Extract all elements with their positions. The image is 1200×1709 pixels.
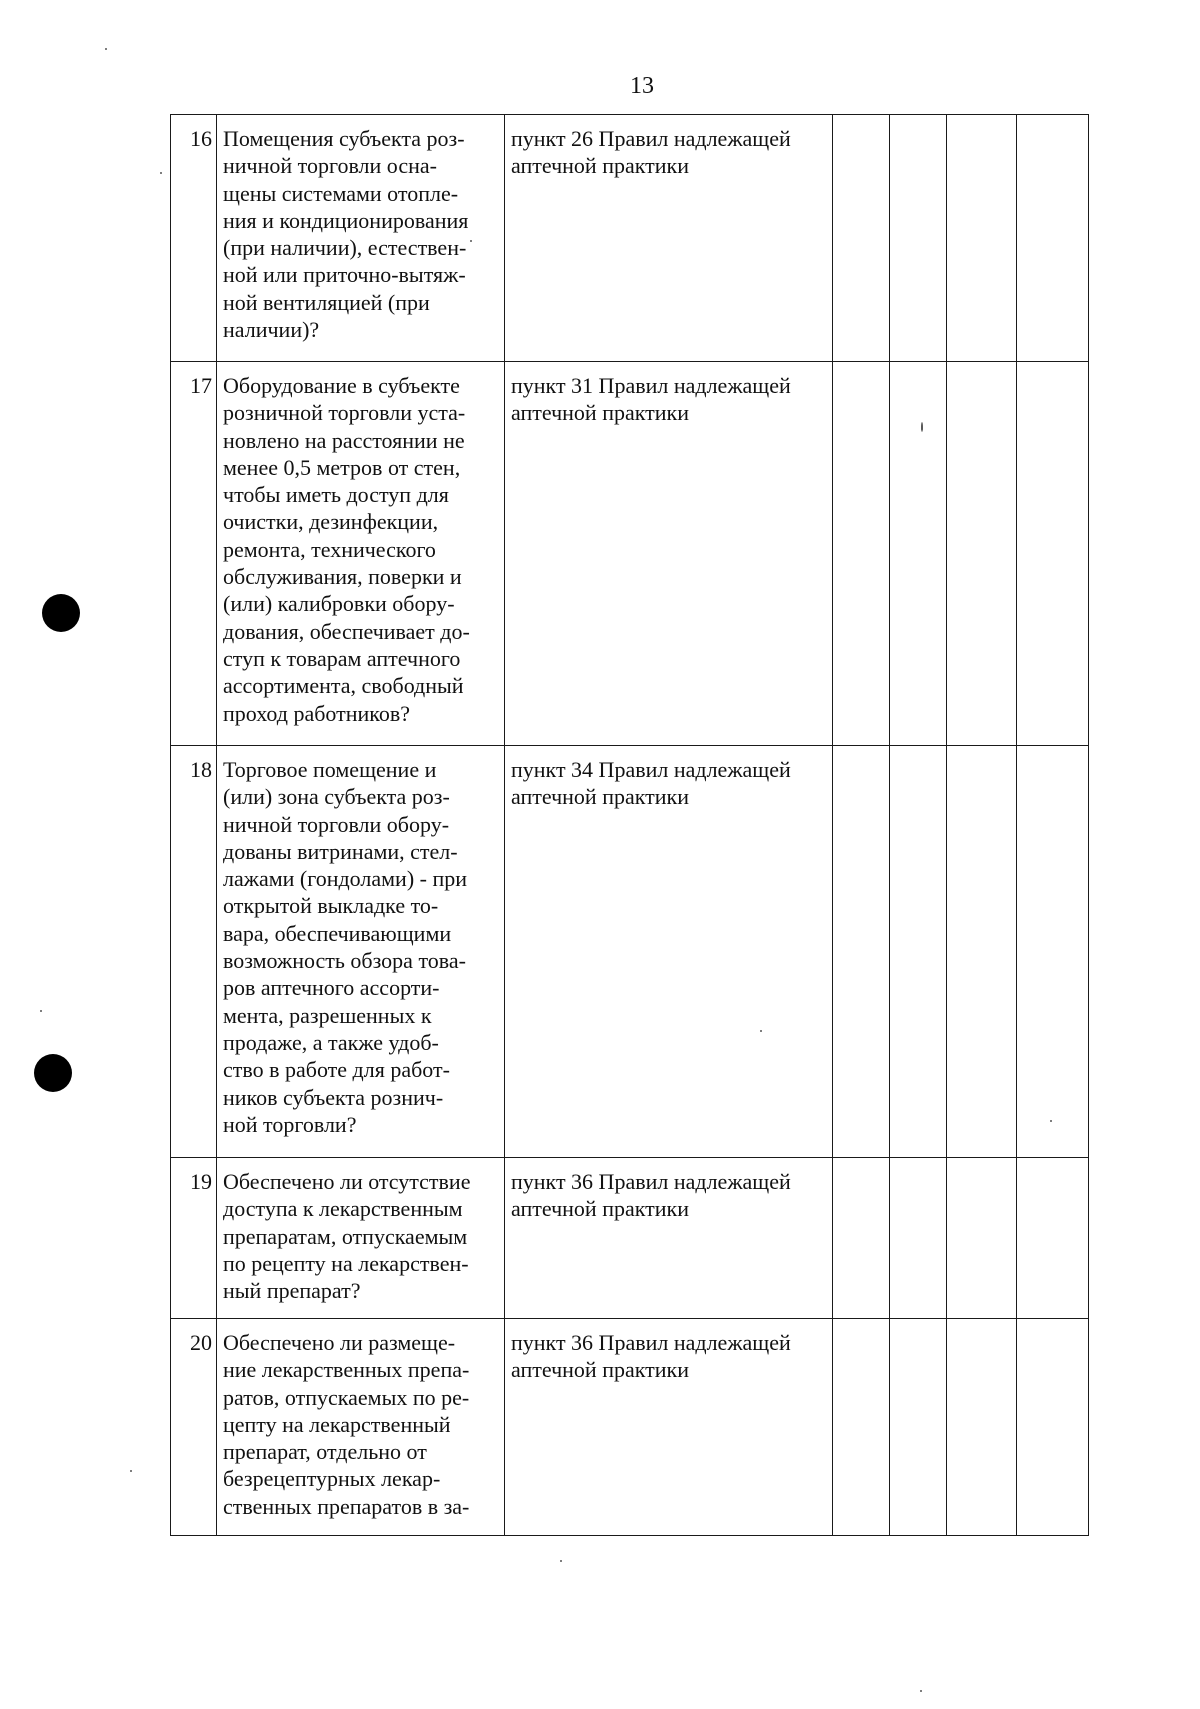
scan-speck (130, 1470, 132, 1472)
reference-cell (505, 1158, 833, 1319)
answer-cell-na[interactable] (947, 746, 1017, 1158)
question-line: доступа к лекарственным (223, 1196, 463, 1222)
question-line: ассортимента, свободный (223, 673, 464, 699)
answer-cell-yes[interactable] (833, 1319, 890, 1536)
scan-speck (560, 1560, 562, 1562)
scan-speck (105, 48, 107, 50)
question-line: мента, разрешенных к (223, 1002, 432, 1028)
reference-line: аптечной практики (511, 1196, 689, 1222)
notes-cell[interactable] (1017, 746, 1089, 1158)
row-number: 18 (171, 746, 217, 1158)
question-line: ния и кондиционирования (223, 207, 469, 233)
question-line: очистки, дезинфекции, (223, 509, 439, 535)
question-line: проход работников? (223, 700, 410, 726)
question-line: открытой выкладке то- (223, 893, 439, 919)
question-line: ственных препаратов в за- (223, 1493, 470, 1519)
answer-cell-yes[interactable] (833, 362, 890, 746)
question-line: продаже, а также удоб- (223, 1029, 439, 1055)
question-line: ной вентиляцией (при (223, 289, 430, 315)
scan-speck (1050, 1120, 1052, 1122)
answer-cell-no[interactable] (890, 746, 947, 1158)
notes-cell[interactable] (1017, 115, 1089, 362)
question-line: ничной торговли обору- (223, 811, 450, 837)
question-line: ступ к товарам аптечного (223, 645, 461, 671)
question-cell (217, 115, 505, 362)
reference-line: пункт 26 Правил надлежащей (511, 126, 791, 151)
row-number: 20 (171, 1319, 217, 1536)
notes-cell[interactable] (1017, 1319, 1089, 1536)
checklist-table (170, 114, 1089, 1536)
reference-line: пункт 36 Правил надлежащей (511, 1169, 791, 1194)
question-line: менее 0,5 метров от стен, (223, 454, 461, 480)
question-line: новлено на расстоянии не (223, 427, 465, 453)
question-line: ров аптечного ассорти- (223, 975, 440, 1001)
question-line: препаратам, отпускаемым (223, 1223, 468, 1249)
question-line: обслуживания, поверки и (223, 564, 462, 590)
question-line: Обеспечено ли отсутствие (223, 1169, 471, 1194)
answer-cell-na[interactable] (947, 115, 1017, 362)
reference-line: пункт 34 Правил надлежащей (511, 757, 791, 782)
question-line: розничной торговли уста- (223, 400, 466, 426)
scan-speck (470, 240, 472, 242)
question-line: вара, обеспечивающими (223, 920, 452, 946)
question-line: (или) калибровки обору- (223, 591, 455, 617)
question-line: ничной торговли осна- (223, 153, 437, 179)
question-line: ников субъекта рознич- (223, 1084, 444, 1110)
answer-cell-na[interactable] (947, 1319, 1017, 1536)
punch-hole-mark (34, 1054, 72, 1092)
question-line: дованы витринами, стел- (223, 838, 458, 864)
question-cell (217, 362, 505, 746)
question-line: ство в работе для работ- (223, 1057, 450, 1083)
table-row (171, 1158, 1089, 1319)
notes-cell[interactable] (1017, 1158, 1089, 1319)
row-number: 19 (171, 1158, 217, 1319)
answer-cell-no[interactable] (890, 362, 947, 746)
question-line: чтобы иметь доступ для (223, 482, 449, 508)
question-cell (217, 1158, 505, 1319)
reference-line: аптечной практики (511, 153, 689, 179)
reference-cell (505, 746, 833, 1158)
question-line: Оборудование в субъекте (223, 373, 460, 398)
reference-line: аптечной практики (511, 400, 689, 426)
question-line: возможность обзора това- (223, 948, 466, 974)
question-line: ной торговли? (223, 1111, 357, 1137)
scan-speck (920, 1690, 922, 1692)
reference-cell (505, 1319, 833, 1536)
punch-hole-mark (42, 594, 80, 632)
notes-cell[interactable] (1017, 362, 1089, 746)
scan-speck (760, 1030, 762, 1032)
scan-speck (921, 422, 923, 432)
reference-cell (505, 115, 833, 362)
answer-cell-yes[interactable] (833, 1158, 890, 1319)
answer-cell-yes[interactable] (833, 746, 890, 1158)
question-line: лажами (гондолами) - при (223, 866, 468, 892)
question-line: безрецептурных лекар- (223, 1466, 441, 1492)
question-line: Торговое помещение и (223, 757, 437, 782)
question-line: ный препарат? (223, 1278, 361, 1304)
answer-cell-no[interactable] (890, 1158, 947, 1319)
answer-cell-no[interactable] (890, 115, 947, 362)
question-cell (217, 1319, 505, 1536)
question-line: цепту на лекарственный (223, 1411, 451, 1437)
table-row (171, 362, 1089, 746)
question-line: дования, обеспечивает до- (223, 618, 470, 644)
question-line: наличии)? (223, 317, 320, 343)
answer-cell-yes[interactable] (833, 115, 890, 362)
reference-line: аптечной практики (511, 1357, 689, 1383)
row-number: 16 (171, 115, 217, 362)
page-number: 13 (630, 73, 654, 99)
question-line: ремонта, технического (223, 536, 436, 562)
reference-line: пункт 36 Правил надлежащей (511, 1330, 791, 1355)
reference-line: аптечной практики (511, 784, 689, 810)
question-line: ратов, отпускаемых по ре- (223, 1384, 470, 1410)
question-line: препарат, отдельно от (223, 1439, 427, 1465)
question-line: (или) зона субъекта роз- (223, 784, 450, 810)
answer-cell-no[interactable] (890, 1319, 947, 1536)
question-line: щены системами отопле- (223, 180, 459, 206)
question-line: по рецепту на лекарствен- (223, 1250, 469, 1276)
table-row (171, 746, 1089, 1158)
question-cell (217, 746, 505, 1158)
scan-speck (160, 172, 162, 174)
question-line: Обеспечено ли размеще- (223, 1330, 456, 1355)
question-line: Помещения субъекта роз- (223, 126, 465, 151)
reference-cell (505, 362, 833, 746)
answer-cell-na[interactable] (947, 362, 1017, 746)
reference-line: пункт 31 Правил надлежащей (511, 373, 791, 398)
row-number: 17 (171, 362, 217, 746)
scan-speck (40, 1010, 42, 1012)
answer-cell-na[interactable] (947, 1158, 1017, 1319)
table-row (171, 115, 1089, 362)
question-line: ной или приточно-вытяж- (223, 262, 466, 288)
question-line: (при наличии), естествен- (223, 235, 467, 261)
table-row (171, 1319, 1089, 1536)
question-line: ние лекарственных препа- (223, 1357, 470, 1383)
